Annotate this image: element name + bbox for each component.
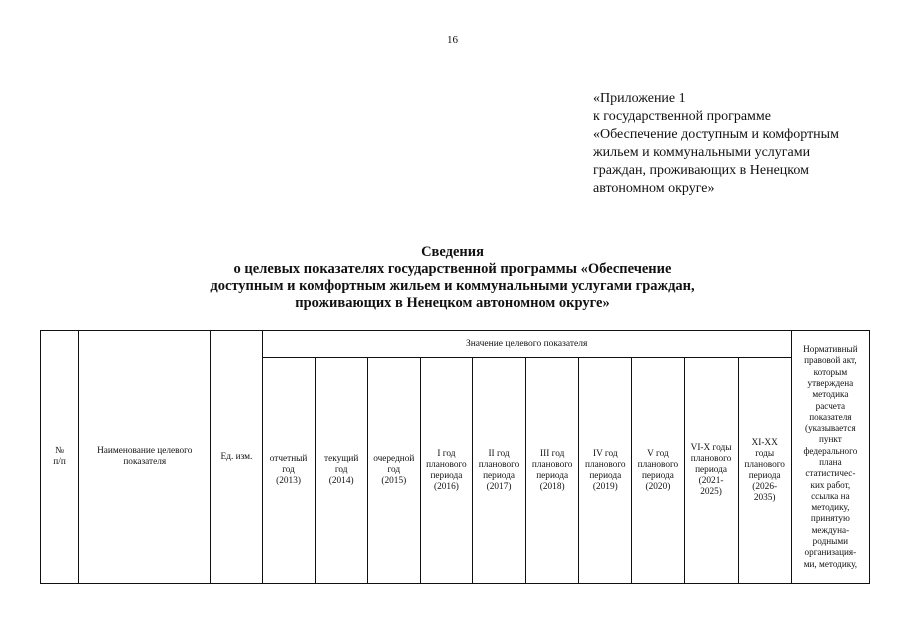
header-text: (2013) xyxy=(276,476,301,486)
header-text: планового xyxy=(637,459,679,470)
header-text: родными xyxy=(812,536,849,547)
header-text: (2020) xyxy=(645,481,671,492)
header-text: XI-XX xyxy=(751,437,778,448)
indicators-table xyxy=(40,330,870,584)
header-text: п/п xyxy=(53,457,66,467)
header-indicator-name xyxy=(79,331,211,584)
header-text: текущий xyxy=(324,454,359,464)
header-text: (2014) xyxy=(328,476,354,486)
header-text: V год xyxy=(647,448,669,459)
header-text: ми, методику, xyxy=(803,558,858,569)
header-text: федерального xyxy=(803,445,858,456)
header-text: периода xyxy=(695,465,728,475)
header-text: 2035) xyxy=(753,492,776,503)
header-text: которым xyxy=(813,366,848,377)
header-text: (2018) xyxy=(539,481,565,492)
header-text: статистичес- xyxy=(805,468,856,479)
header-text: (указывается xyxy=(805,423,856,434)
header-text: 2025) xyxy=(700,487,722,497)
appendix-reference xyxy=(593,90,893,198)
header-text: Наименование целевого xyxy=(97,446,193,456)
header-text: планового xyxy=(478,459,520,470)
header-target-value: Значение целевого показателя xyxy=(262,331,791,358)
header-text: методику, xyxy=(811,502,850,513)
header-text: организация- xyxy=(804,547,857,558)
title-line: проживающих в Ненецком автономном округе» xyxy=(295,295,610,311)
header-text: отчетный xyxy=(269,454,308,464)
header-text: планового xyxy=(585,459,626,470)
header-text: показателя xyxy=(123,457,167,467)
header-text: (2016) xyxy=(434,481,459,492)
header-text: год xyxy=(282,465,295,475)
header-unit: Ед. изм. xyxy=(211,331,262,584)
header-text: II год xyxy=(488,448,510,459)
header-text: планового xyxy=(744,459,785,470)
header-text: планового xyxy=(531,459,573,470)
header-text: периода xyxy=(430,470,463,481)
header-text: расчета xyxy=(815,400,846,411)
header-text: периода xyxy=(589,470,622,481)
appendix-line: «Приложение 1 xyxy=(593,91,686,106)
header-text: принятую xyxy=(810,513,850,524)
header-text: (2015) xyxy=(381,476,407,486)
appendix-line: к государственной программе xyxy=(593,109,771,124)
header-text: (2019) xyxy=(592,481,618,492)
header-text: утверждена xyxy=(807,377,854,388)
appendix-line: «Обеспечение доступным и комфортным xyxy=(593,127,839,142)
title-line: Сведения xyxy=(421,244,484,260)
header-text: (2026- xyxy=(752,481,778,492)
header-year-2018 xyxy=(526,358,579,584)
header-text: VI-X годы xyxy=(690,443,732,453)
header-number xyxy=(41,331,79,584)
header-text: периода xyxy=(483,470,516,481)
header-text: (2017) xyxy=(486,481,512,492)
header-text: № xyxy=(55,446,64,456)
appendix-line: граждан, проживающих в Ненецком xyxy=(593,163,809,178)
title-line: о целевых показателях государственной программы «Обеспечение xyxy=(233,261,672,277)
header-year-2020 xyxy=(632,358,684,584)
header-years-2026-2035 xyxy=(738,358,791,584)
title-line: доступным и комфортным жильем и коммунальными услугами граждан, xyxy=(210,278,695,294)
header-text: планового xyxy=(426,459,467,470)
appendix-line: автономном округе» xyxy=(593,181,715,196)
header-year-2015 xyxy=(367,358,420,584)
header-legal-act xyxy=(791,331,869,584)
header-text: годы xyxy=(755,448,775,459)
header-text: III год xyxy=(540,448,565,459)
header-text: плана xyxy=(819,457,842,467)
header-text: междуна- xyxy=(811,524,850,535)
header-text: очередной xyxy=(373,454,415,464)
page-number: 16 xyxy=(447,34,458,46)
appendix-line: жильем и коммунальными услугами xyxy=(593,145,811,160)
header-text: год xyxy=(334,465,348,475)
header-text: показателя xyxy=(809,411,852,422)
header-text: год xyxy=(387,465,401,475)
header-text: I год xyxy=(437,448,456,459)
header-text: методика xyxy=(812,389,849,400)
header-text: пункт xyxy=(818,434,842,445)
header-text: Нормативный xyxy=(803,344,858,355)
header-text: планового xyxy=(690,454,732,464)
header-text: (2021- xyxy=(698,476,724,486)
header-year-2017 xyxy=(473,358,526,584)
header-year-2019 xyxy=(579,358,632,584)
header-year-2013 xyxy=(262,358,315,584)
document-title xyxy=(0,244,905,312)
header-text: периода xyxy=(641,470,674,481)
header-text: периода xyxy=(748,470,781,481)
header-year-2014 xyxy=(315,358,367,584)
header-text: ссылка на xyxy=(811,490,850,501)
header-year-2016 xyxy=(420,358,472,584)
header-years-2021-2025 xyxy=(684,358,738,584)
header-text: периода xyxy=(536,470,569,481)
header-text: правовой акт, xyxy=(804,355,857,366)
header-text: ких работ, xyxy=(810,479,851,490)
header-text: IV год xyxy=(592,448,618,459)
